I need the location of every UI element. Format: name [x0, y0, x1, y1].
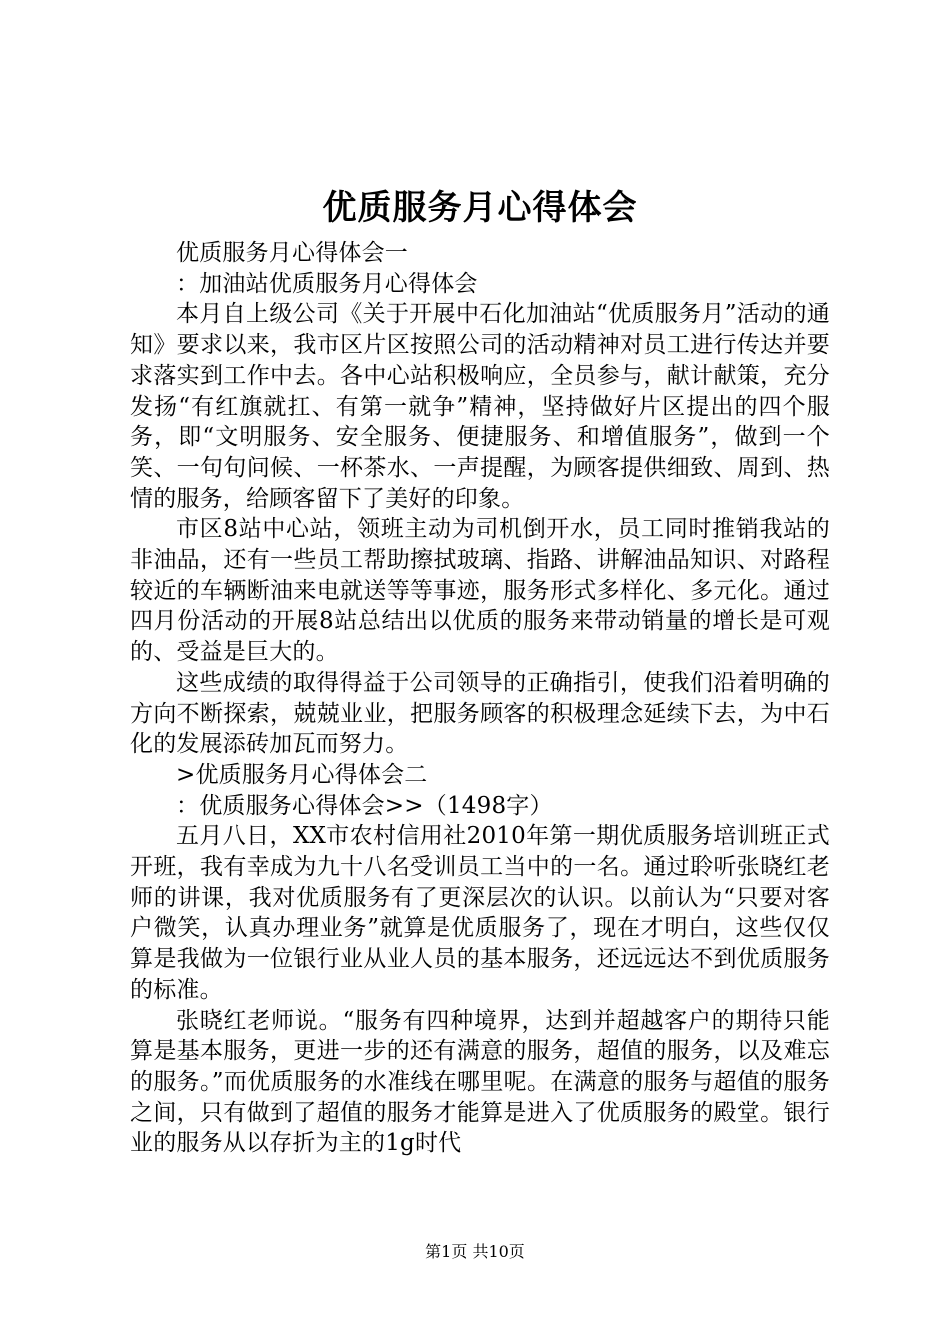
body-paragraph: 五月八日，XX市农村信用社2010年第一期优质服务培训班正式开班，我有幸成为九十八名受训员工当中的一名。通过聆听张晓红老师的讲课，我对优质服务有了更深层次的认识。以前认为“只要对客户微笑，认真办理业务”就算是优质服务了，现在才明白，这些仅仅算是我做为一位银行业从业人员的基本服务，还远远达不到优质服务的标准。 — [130, 823, 830, 1003]
section-subheading-1: ：加油站优质服务月心得体会 — [176, 270, 478, 297]
document-title: 优质服务月心得体会 — [322, 188, 638, 228]
section-heading-2: >优质服务月心得体会二 — [176, 761, 428, 788]
body-paragraph: 本月自上级公司《关于开展中石化加油站“优质服务月”活动的通知》要求以来，我市区片区按照公司的活动精神对员工进行传达并要求落实到工作中去。各中心站积极响应，全员参与，献计献策，充分发扬“有红旗就扛、有第一就争”精神，坚持做好片区提出的四个服务，即“文明服务、安全服务、便捷服务、和增值服务”，做到一个笑、一句句问候、一杯茶水、一声提醒，为顾客提供细致、周到、热情的服务，给顾客留下了美好的印象。 — [130, 301, 830, 512]
section-heading-1: 优质服务月心得体会一 — [176, 240, 408, 266]
body-paragraph: 张晓红老师说。“服务有四种境界，达到并超越客户的期待只能算是基本服务，更进一步的还有满意的服务，超值的服务，以及难忘的服务。”而优质服务的水准线在哪里呢。在满意的服务与超值的服务之间，只有做到了超值的服务才能算是进入了优质服务的殿堂。银行业的服务从以存折为主的1g时代 — [130, 1007, 830, 1157]
document-body — [130, 238, 830, 1159]
body-paragraph: 这些成绩的取得得益于公司领导的正确指引，使我们沿着明确的方向不断探索，兢兢业业，把服务顾客的积极理念延续下去，为中石化的发展添砖加瓦而努力。 — [130, 669, 830, 758]
page-footer: 第1页 共10页 — [425, 1242, 525, 1261]
body-paragraph: 市区8站中心站，领班主动为司机倒开水，员工同时推销我站的非油品，还有一些员工帮助擦拭玻璃、指路、讲解油品知识、对路程较近的车辆断油来电就送等等事迹，服务形式多样化、多元化。通过四月份活动的开展8站总结出以优质的服务来带动销量的增长是可观的、受益是巨大的。 — [130, 516, 830, 666]
section-subheading-2: ：优质服务心得体会>>（1498字） — [176, 792, 553, 819]
